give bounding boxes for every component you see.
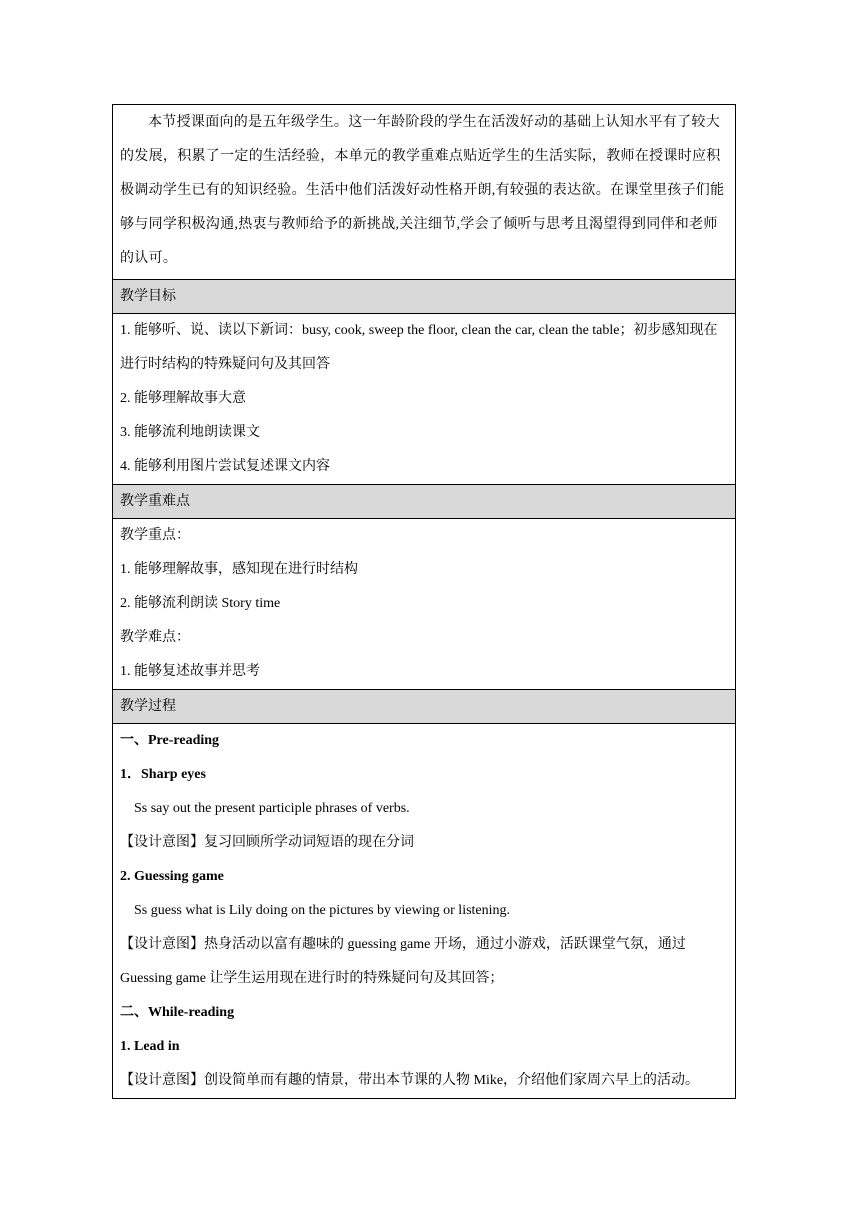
design-intent: 【设计意图】复习回顾所学动词短语的现在分词	[120, 835, 414, 850]
focus-label: 教学重点：	[120, 528, 190, 543]
activity-title: 1．Sharp eyes	[120, 767, 206, 782]
activity-text: Ss say out the present participle phrases of verbs.	[134, 801, 410, 816]
objectives-header: 教学目标	[113, 280, 735, 314]
difficulty-item: 1. 能够复述故事并思考	[120, 664, 260, 679]
focus-item: 1. 能够理解故事，感知现在进行时结构	[120, 562, 358, 577]
objective-item: 3. 能够流利地朗读课文	[120, 425, 260, 440]
keypoints-header: 教学重难点	[113, 485, 735, 519]
student-analysis-row	[113, 105, 735, 280]
focus-item: 2. 能够流利朗读 Story time	[120, 596, 281, 611]
process-body	[113, 724, 735, 1098]
design-intent: 【设计意图】热身活动以富有趣味的 guessing game 开场，通过小游戏，活跃课堂气氛，通过 Guessing game 让学生运用现在进行时的特殊疑问句及其回答；	[120, 937, 686, 986]
keypoints-body	[113, 519, 735, 690]
objective-item: 2. 能够理解故事大意	[120, 391, 246, 406]
objective-item: 1. 能够听、说、读以下新词：busy, cook, sweep the floor, clean the car, clean the table；初步感知现在进行时结构的特殊疑问句及其回答	[120, 323, 718, 372]
activity-title: 2. Guessing game	[120, 869, 224, 884]
section-title: 二、While-reading	[120, 1005, 235, 1020]
objectives-body	[113, 314, 735, 485]
design-intent: 【设计意图】创设简单而有趣的情景，带出本节课的人物 Mike，介绍他们家周六早上的活动。	[120, 1073, 700, 1088]
section-title: 一、Pre-reading	[120, 733, 220, 748]
activity-text: Ss guess what is Lily doing on the pictures by viewing or listening.	[134, 903, 511, 918]
difficulty-label: 教学难点：	[120, 630, 190, 645]
process-header: 教学过程	[113, 690, 735, 724]
lesson-plan-table	[112, 104, 736, 1099]
student-analysis-text: 本节授课面向的是五年级学生。这一年龄阶段的学生在活泼好动的基础上认知水平有了较大的发展，积累了一定的生活经验，本单元的教学重难点贴近学生的生活实际，教师在授课时应积极调动学生已有的知识经验。生活中他们活泼好动性格开朗,有较强的表达欲。在课堂里孩子们能够与同学积极沟通,热衷与教师给予的新挑战,关注细节,学会了倾听与思考且渴望得到同伴和老师的认可。	[120, 115, 725, 266]
activity-title: 1. Lead in	[120, 1039, 180, 1054]
objective-item: 4. 能够利用图片尝试复述课文内容	[120, 459, 330, 474]
